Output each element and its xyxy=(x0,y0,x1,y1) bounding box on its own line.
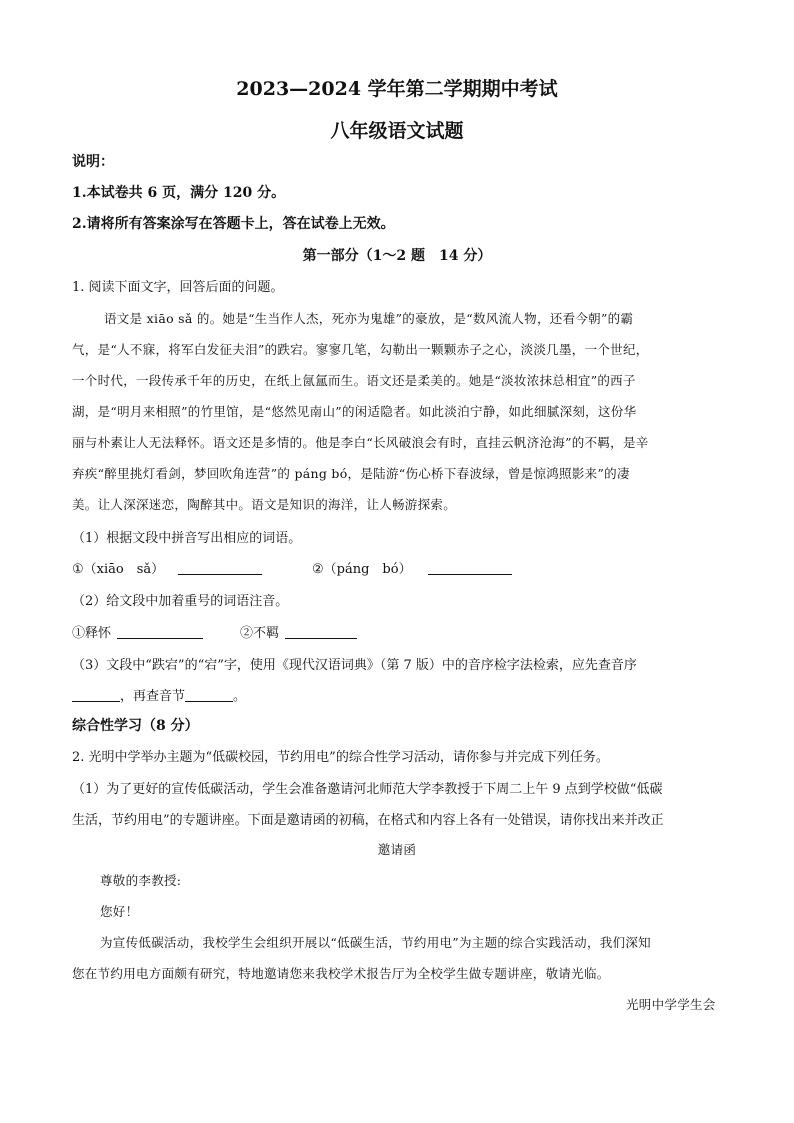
instructions-item-1: 1.本试卷共 6 页，满分 120 分。 xyxy=(72,185,286,201)
q1-sub-1-item-b-label: ②（páng bó） xyxy=(312,562,412,577)
q2-sub-1-line-2: 生活，节约用电”的专题讲座。下面是邀请函的初稿，在格式和内容上各有一处错误，请你找出来并改正 xyxy=(72,813,664,828)
q1-sub-1-item-a xyxy=(72,558,262,577)
answer-blank xyxy=(72,687,120,702)
answer-blank xyxy=(185,687,233,702)
q1-sub-3: （3）文段中“跌宕”的“宕”字，使用《现代汉语词典》（第 7 版）中的音序检字法检索，应先查音序 xyxy=(72,658,637,673)
letter-salutation: 尊敬的李教授: xyxy=(100,873,182,888)
letter-greeting: 您好！ xyxy=(100,904,139,919)
passage-line: 美。让人深深迷恋，陶醉其中。语文是知识的海洋，让人畅游探索。 xyxy=(72,497,457,512)
passage-line: 丽与朴素让人无法释怀。语文还是多情的。他是李白“长风破浪会有时，直挂云帆济沧海”的不羁，是辛 xyxy=(72,435,649,450)
letter-signature: 光明中学学生会 xyxy=(626,997,716,1012)
passage-line: 气，是“人不寐，将军白发征夫泪”的跌宕。寥寥几笔，勾勒出一颗颗赤子之心，淡淡几墨，一个世纪， xyxy=(72,342,649,357)
question-1-stem: 1. 阅读下面文字，回答后面的问题。 xyxy=(72,280,284,295)
answer-blank xyxy=(178,560,262,575)
exam-subtitle: 八年级语文试题 xyxy=(330,120,464,142)
passage-line: 语文是 xiāo sǎ 的。她是“生当作人杰，死亦为鬼雄”的豪放，是“数风流人物，还看今朝”的霸 xyxy=(104,311,634,326)
question-2-stem: 2. 光明中学举办主题为“低碳校园，节约用电”的综合性学习活动，请你参与并完成下列任务。 xyxy=(72,750,609,765)
q1-sub-3-continuation xyxy=(72,685,246,704)
letter-body-line: 您在节约用电方面颇有研究，特地邀请您来我校学术报告厅为全校学生做专题讲座，敬请光临。 xyxy=(72,966,610,981)
q1-sub-2: （2）给文段中加着重号的词语注音。 xyxy=(72,594,289,609)
letter-body-line: 为宣传低碳活动，我校学生会组织开展以“低碳生活，节约用电”为主题的综合实践活动，我们深知 xyxy=(100,935,651,950)
passage-line: 一个时代，一段传承千年的历史，在纸上氤氲而生。语文还是柔美的。她是“淡妆浓抹总相宜”的西子 xyxy=(72,373,636,388)
section2-heading: 综合性学习（8 分） xyxy=(72,718,199,734)
answer-blank xyxy=(117,624,203,639)
q1-sub-2-item-a xyxy=(72,622,203,641)
instructions-label: 说明： xyxy=(72,154,114,170)
answer-blank xyxy=(428,560,512,575)
q1-sub-1: （1）根据文段中拼音写出相应的词语。 xyxy=(72,531,302,546)
q1-sub-2-item-a-label: ①释怀 xyxy=(72,626,112,641)
answer-blank xyxy=(285,624,357,639)
passage-line: 湖，是“明月来相照”的竹里馆，是“悠然见南山”的闲适隐者。如此淡泊宁静，如此细腻深刻，这份华 xyxy=(72,404,637,419)
q1-sub-1-item-b xyxy=(312,558,512,577)
q1-sub-3-mid-text: ，再查音节 xyxy=(120,689,186,704)
q1-sub-3-end-text: 。 xyxy=(233,689,247,704)
q1-sub-2-item-b xyxy=(240,622,357,641)
letter-title: 邀请函 xyxy=(377,842,417,857)
exam-title: 2023—2024 学年第二学期期中考试 xyxy=(236,78,558,100)
q1-sub-1-item-a-label: ①（xiāo sǎ） xyxy=(72,562,165,577)
instructions-item-2: 2.请将所有答案涂写在答题卡上，答在试卷上无效。 xyxy=(72,216,395,232)
q2-sub-1-line-1: （1）为了更好的宣传低碳活动，学生会准备邀请河北师范大学李教授于下周二上午 9 点到学校做“低碳 xyxy=(72,782,663,797)
passage-line: 弃疾“醉里挑灯看剑，梦回吹角连营”的 páng bó，是陆游“伤心桥下春波绿，曾是惊鸿照影来”的凄 xyxy=(72,466,630,481)
q1-sub-2-item-b-label: ②不羁 xyxy=(240,626,280,641)
part1-heading: 第一部分（1～2 题 14 分） xyxy=(302,248,492,264)
